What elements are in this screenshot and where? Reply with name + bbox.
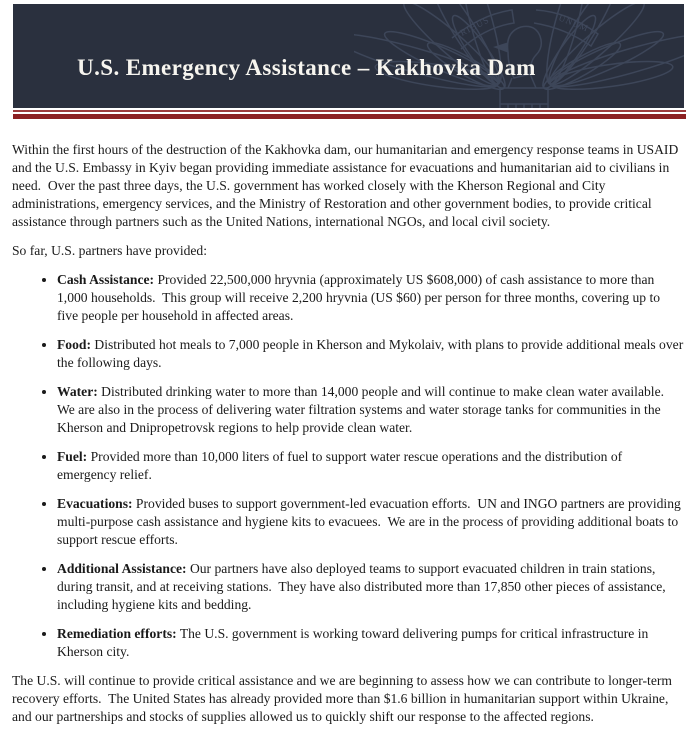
bullet-text: Provided 22,500,000 hryvnia (approximately US $608,000) of cash assistance to more than 1,000 households. This group will receive 2,200 hryvnia (US $60) per person for three months, covering up to five people per household in affected areas. bbox=[57, 272, 664, 323]
bullet-text: Our partners have also deployed teams to support evacuated children in train stations, during transit, and at receiving stations. They have also distributed more than 17,850 other pieces of assistance, including hygiene kits and bedding. bbox=[57, 561, 670, 612]
bullet-label: Water: bbox=[57, 384, 98, 399]
list-item-evacuations bbox=[57, 495, 684, 549]
list-item-food bbox=[57, 336, 687, 372]
bullet-label: Food: bbox=[57, 337, 91, 352]
bullet-label: Remediation efforts: bbox=[57, 626, 177, 641]
bullet-text: Provided more than 10,000 liters of fuel to support water rescue operations and the distribution of emergency relief. bbox=[57, 449, 626, 482]
bullet-label: Fuel: bbox=[57, 449, 88, 464]
bullet-text: Distributed drinking water to more than 14,000 people and will continue to make clean water available. We are also in the process of delivering water filtration systems and water storage tanks for communities in the Kherson and Dnipropetrovsk regions to help provide clean water. bbox=[57, 384, 668, 435]
bullet-label: Additional Assistance: bbox=[57, 561, 187, 576]
closing-paragraph: The U.S. will continue to provide critical assistance and we are beginning to assess how we can contribute to longer-term recovery efforts. The United States has already provided more than $1.6 billion in humanitarian support within Ukraine, and our partnerships and stocks of supplies allowed us to quickly shift our response to the affected regions. bbox=[12, 673, 676, 724]
header-divider-stripes bbox=[13, 110, 686, 119]
intro-paragraph: Within the first hours of the destruction of the Kakhovka dam, our humanitarian and emergency response teams in USAID and the U.S. Embassy in Kyiv began providing immediate assistance for evacuations and humanitarian aid to civilians in need. Over the past three days, the U.S. government has worked closely with the Kherson Regional and City administrations, emergency services, and the Ministry of Restoration and other government bodies, to provide critical assistance through partners such as the United Nations, international NGOs, and local civil society. bbox=[12, 142, 682, 229]
list-item-cash-assistance bbox=[57, 271, 684, 325]
assistance-list bbox=[12, 271, 687, 661]
seal-banner-text-right: UNUM bbox=[557, 12, 591, 34]
bullet-text: Provided buses to support government-led evacuation efforts. UN and INGO partners are providing multi-purpose cash assistance and hygiene kits to evacuees. We are in the process of providing additional boats to support rescue efforts. bbox=[57, 496, 685, 547]
list-item-water bbox=[57, 383, 684, 437]
bullet-label: Evacuations: bbox=[57, 496, 133, 511]
provided-heading: So far, U.S. partners have provided: bbox=[12, 243, 208, 258]
bullet-text: The U.S. government is working toward delivering pumps for critical infrastructure in Kherson city. bbox=[57, 626, 652, 659]
document-body bbox=[12, 141, 687, 737]
header-banner bbox=[13, 4, 684, 108]
bullet-label: Cash Assistance: bbox=[57, 272, 155, 287]
seal-banner-text-left: RIBUS bbox=[458, 14, 491, 38]
divider-stripe-thick bbox=[13, 114, 686, 119]
list-item-remediation-efforts bbox=[57, 625, 684, 661]
list-item-additional-assistance bbox=[57, 560, 684, 614]
list-item-fuel bbox=[57, 448, 684, 484]
bullet-text: Distributed hot meals to 7,000 people in Kherson and Mykolaiv, with plans to provide additional meals over the following days. bbox=[57, 337, 687, 370]
document-title: U.S. Emergency Assistance – Kakhovka Dam bbox=[77, 55, 536, 80]
